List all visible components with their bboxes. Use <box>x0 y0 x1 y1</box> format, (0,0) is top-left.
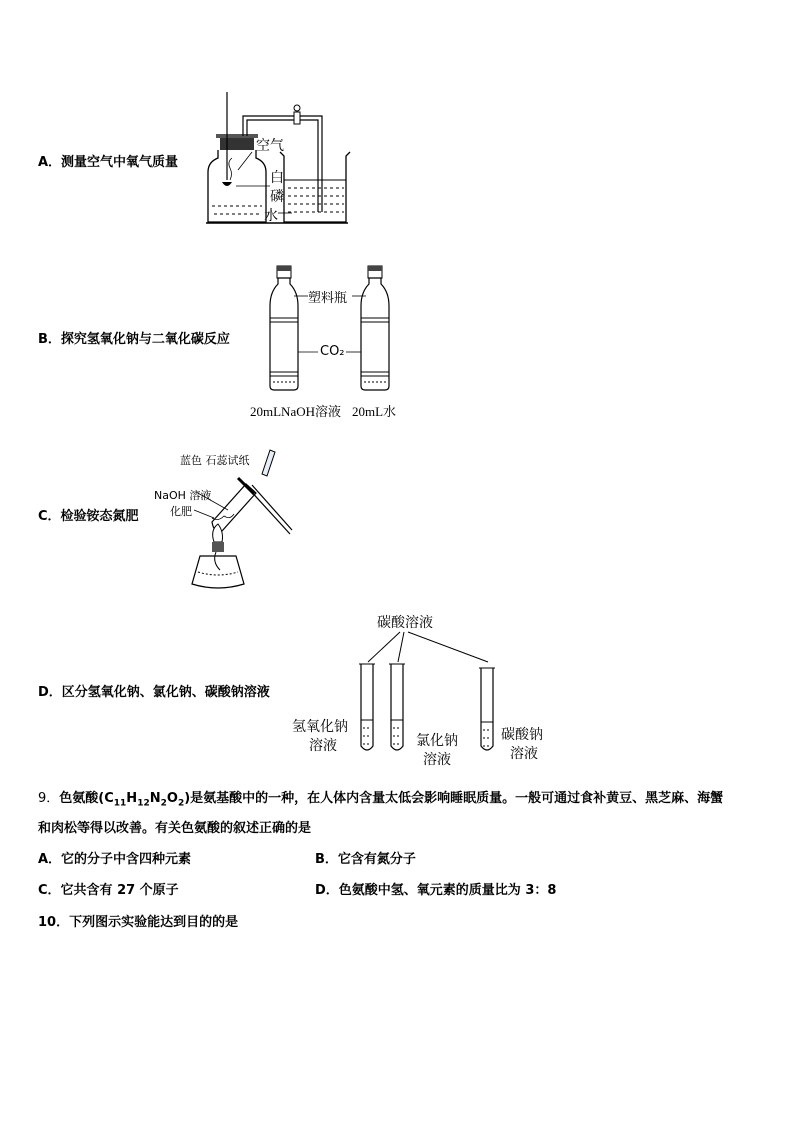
option-c-label: C．检验铵态氮肥 <box>38 509 139 524</box>
fig-a-water: 水 <box>264 208 278 224</box>
q9-line-2: 和肉松等得以改善。有关色氨酸的叙述正确的是 <box>38 821 312 836</box>
fig-b-left-caption: 20mLNaOH溶液 <box>250 404 341 419</box>
fig-b-bottle: 塑料瓶 <box>308 291 348 306</box>
fig-d-t3-b: 溶液 <box>510 746 538 762</box>
q9-n: N <box>149 791 161 806</box>
fig-d-t2-b: 溶液 <box>423 752 451 768</box>
q9-option-d: D．色氨酸中氢、氧元素的质量比为 3：8 <box>315 883 557 898</box>
q9-number: 9． <box>38 791 60 806</box>
fig-a-phos-2: 磷 <box>270 189 284 205</box>
q9-option-c: C．它共含有 27 个原子 <box>38 883 179 898</box>
q9-sub-o: 2 <box>177 798 185 809</box>
fig-d-acid: 碳酸溶液 <box>377 615 433 631</box>
q9-formula-pre: 色氨酸(C <box>59 791 114 806</box>
fig-d-t1-a: 氢氧化钠 <box>292 719 348 735</box>
fig-c-fert: 化肥 <box>170 505 192 518</box>
option-b-label: B．探究氢氧化钠与二氧化碳反应 <box>38 332 230 347</box>
q9-text-post: )是氨基酸中的一种，在人体内含量太低会影响睡眠质量。一般可通过食补黄豆、黑芝麻、海蟹 <box>184 791 724 806</box>
fig-b-co2: CO₂ <box>320 344 345 359</box>
q9-sub-n: 2 <box>160 798 167 809</box>
option-d-label: D．区分氢氧化钠、氯化钠、碳酸钠溶液 <box>38 685 270 700</box>
fig-c-paper: 蓝色 石蕊试纸 <box>180 454 250 467</box>
q9-o: O <box>166 791 178 806</box>
fig-d-t3-a: 碳酸钠 <box>501 727 543 743</box>
q9-h: H <box>126 791 138 806</box>
fig-c-naoh: NaOH 溶液 <box>154 489 212 502</box>
option-a-label: A．测量空气中氧气质量 <box>38 155 179 170</box>
fig-a-air: 空气 <box>256 138 284 154</box>
q9-sub-c: 11 <box>113 798 127 809</box>
q9-option-a: A．它的分子中含四种元素 <box>38 852 192 867</box>
fig-d-t1-b: 溶液 <box>309 738 337 754</box>
q10-text: 10．下列图示实验能达到目的的是 <box>38 915 239 930</box>
q9-option-b: B．它含有氮分子 <box>315 852 416 867</box>
fig-b-right-caption: 20mL水 <box>352 404 397 419</box>
fig-a-phos-1: 白 <box>270 170 284 186</box>
q9-sub-h: 12 <box>137 798 150 809</box>
fig-d-t2-a: 氯化钠 <box>416 733 458 749</box>
